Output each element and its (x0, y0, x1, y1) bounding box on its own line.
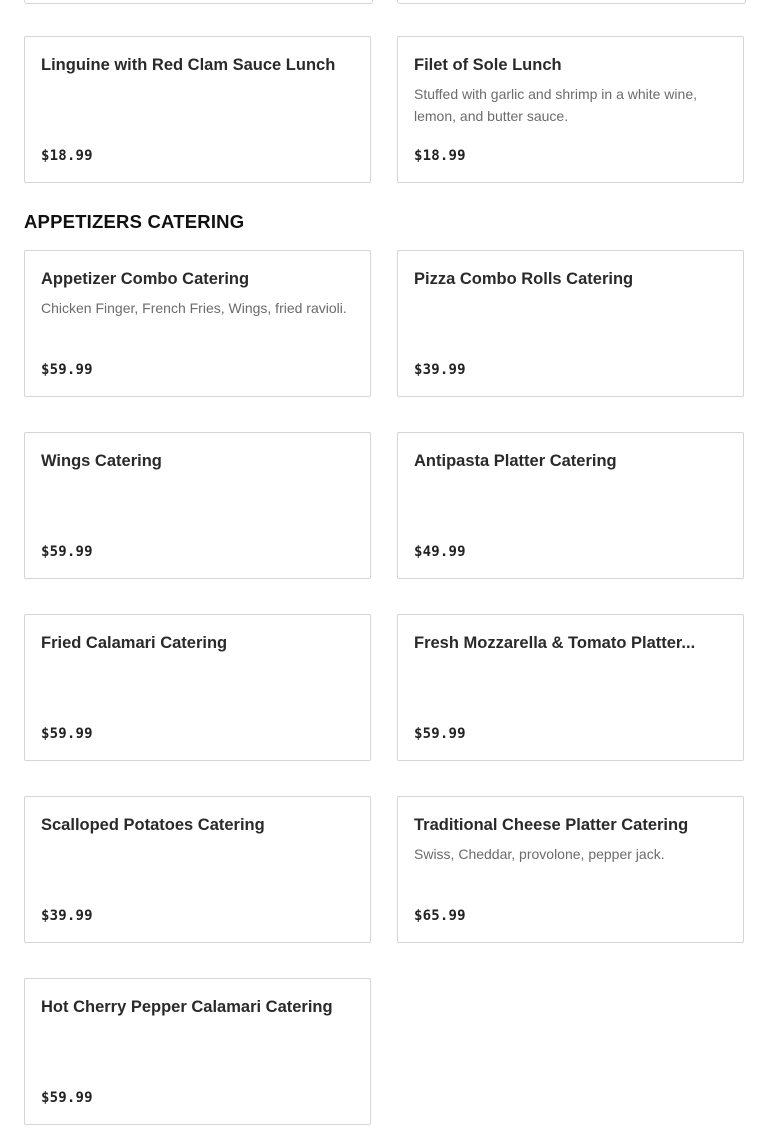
menu-item-card[interactable] (397, 614, 744, 761)
menu-item-description: Chicken Finger, French Fries, Wings, fried ravioli. (41, 300, 347, 316)
menu-item-price: $65.99 (414, 908, 466, 924)
menu-item-price: $49.99 (414, 544, 466, 560)
menu-item-name: Wings Catering (41, 452, 162, 470)
menu-item-price: $59.99 (41, 362, 93, 378)
menu-item-name: Traditional Cheese Platter Catering (414, 816, 689, 834)
menu-item-price: $39.99 (414, 362, 466, 378)
section-title: APPETIZERS CATERING (24, 211, 245, 232)
menu-item-name: Pizza Combo Rolls Catering (414, 270, 634, 288)
menu-item-card[interactable] (24, 978, 371, 1125)
menu-item-card[interactable] (24, 614, 371, 761)
menu-item-description: Swiss, Cheddar, provolone, pepper jack. (414, 846, 665, 862)
menu-item-card[interactable] (24, 36, 371, 183)
menu-item-name: Scalloped Potatoes Catering (41, 816, 265, 834)
menu-item-card-partial[interactable] (397, 0, 746, 4)
menu-item-price: $18.99 (414, 148, 466, 164)
menu-item-name: Linguine with Red Clam Sauce Lunch (41, 56, 336, 74)
menu-item-card-partial[interactable] (24, 0, 373, 4)
menu-item-name: Fried Calamari Catering (41, 634, 228, 652)
menu-item-price: $18.99 (41, 148, 93, 164)
menu-item-card[interactable] (24, 250, 371, 397)
menu-item-name: Fresh Mozzarella & Tomato Platter... (414, 634, 696, 652)
menu-item-price: $59.99 (41, 1090, 93, 1106)
menu-item-card[interactable] (397, 250, 744, 397)
menu-item-price: $39.99 (41, 908, 93, 924)
menu-item-price: $59.99 (414, 726, 466, 742)
menu-item-name: Appetizer Combo Catering (41, 270, 250, 288)
menu-item-name: Hot Cherry Pepper Calamari Catering (41, 998, 333, 1016)
menu-item-description: Stuffed with garlic and shrimp in a white wine, lemon, and butter sauce. (414, 86, 697, 124)
menu-item-price: $59.99 (41, 726, 93, 742)
menu-item-price: $59.99 (41, 544, 93, 560)
menu-item-card[interactable] (397, 432, 744, 579)
menu-item-name: Antipasta Platter Catering (414, 452, 617, 470)
menu-item-card[interactable] (397, 796, 744, 943)
menu-item-card[interactable] (397, 36, 744, 183)
menu-item-card[interactable] (24, 432, 371, 579)
menu-item-card[interactable] (24, 796, 371, 943)
menu-item-name: Filet of Sole Lunch (414, 56, 562, 74)
